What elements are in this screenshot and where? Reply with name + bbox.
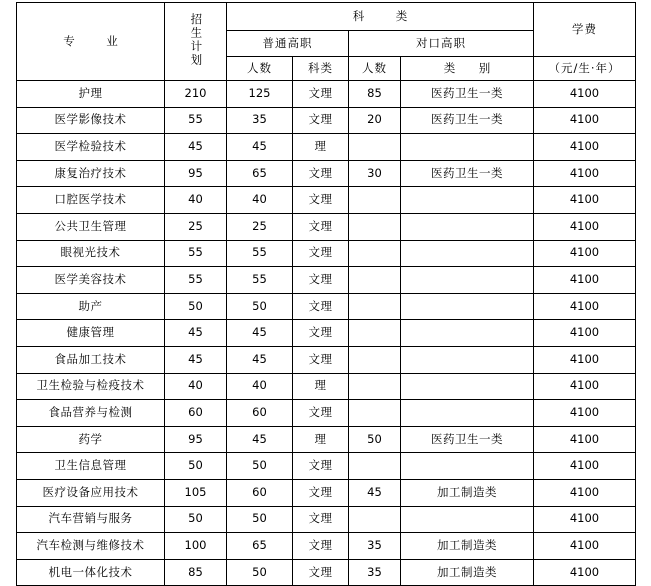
cell-counterpart-category (401, 213, 534, 240)
cell-tuition: 4100 (534, 533, 636, 560)
cell-major: 口腔医学技术 (17, 187, 165, 214)
cell-plan: 50 (165, 453, 227, 480)
cell-counterpart-number: 35 (349, 559, 401, 586)
cell-major: 公共卫生管理 (17, 213, 165, 240)
cell-tuition: 4100 (534, 107, 636, 134)
cell-tuition: 4100 (534, 160, 636, 187)
cell-plan: 55 (165, 267, 227, 294)
cell-major: 康复治疗技术 (17, 160, 165, 187)
cell-major: 卫生信息管理 (17, 453, 165, 480)
cell-plan: 85 (165, 559, 227, 586)
cell-major: 机电一体化技术 (17, 559, 165, 586)
table-row (17, 267, 636, 294)
cell-counterpart-number (349, 346, 401, 373)
table-row (17, 373, 636, 400)
cell-counterpart-category (401, 240, 534, 267)
cell-general-category: 文理 (293, 187, 349, 214)
cell-general-category: 文理 (293, 160, 349, 187)
cell-general-category: 文理 (293, 506, 349, 533)
cell-plan: 100 (165, 533, 227, 560)
header-number-counterpart: 人数 (349, 57, 401, 81)
cell-tuition: 4100 (534, 373, 636, 400)
header-counterpart-vocational: 对口高职 (349, 31, 534, 57)
cell-tuition: 4100 (534, 506, 636, 533)
cell-counterpart-number: 20 (349, 107, 401, 134)
cell-counterpart-category (401, 373, 534, 400)
cell-tuition: 4100 (534, 320, 636, 347)
cell-major: 汽车检测与维修技术 (17, 533, 165, 560)
cell-general-number: 55 (227, 267, 293, 294)
cell-counterpart-number (349, 213, 401, 240)
cell-counterpart-number (349, 320, 401, 347)
cell-general-number: 60 (227, 479, 293, 506)
cell-plan: 45 (165, 134, 227, 161)
cell-general-number: 50 (227, 453, 293, 480)
cell-general-number: 45 (227, 346, 293, 373)
cell-major: 食品加工技术 (17, 346, 165, 373)
cell-plan: 50 (165, 293, 227, 320)
table-row (17, 320, 636, 347)
cell-counterpart-number (349, 373, 401, 400)
cell-tuition: 4100 (534, 134, 636, 161)
header-tuition (534, 3, 636, 57)
admission-plan-table (16, 2, 636, 586)
cell-counterpart-number: 85 (349, 81, 401, 108)
cell-major: 医疗设备应用技术 (17, 479, 165, 506)
cell-tuition: 4100 (534, 187, 636, 214)
cell-tuition: 4100 (534, 400, 636, 427)
cell-counterpart-number (349, 267, 401, 294)
cell-major: 医学美容技术 (17, 267, 165, 294)
cell-tuition: 4100 (534, 213, 636, 240)
table-row (17, 479, 636, 506)
cell-counterpart-category (401, 187, 534, 214)
cell-plan: 105 (165, 479, 227, 506)
table-row (17, 293, 636, 320)
cell-general-category: 文理 (293, 213, 349, 240)
cell-general-number: 50 (227, 506, 293, 533)
table-row (17, 160, 636, 187)
cell-plan: 50 (165, 506, 227, 533)
cell-counterpart-number: 50 (349, 426, 401, 453)
cell-general-category: 文理 (293, 320, 349, 347)
table-row (17, 533, 636, 560)
table-body (17, 81, 636, 586)
cell-counterpart-category: 医药卫生一类 (401, 81, 534, 108)
cell-major: 医学检验技术 (17, 134, 165, 161)
cell-tuition: 4100 (534, 559, 636, 586)
cell-plan: 45 (165, 346, 227, 373)
cell-counterpart-category (401, 346, 534, 373)
header-tuition-unit: （元/生·年） (534, 57, 636, 81)
cell-general-number: 65 (227, 533, 293, 560)
cell-general-number: 50 (227, 293, 293, 320)
header-general-vocational: 普通高职 (227, 31, 349, 57)
cell-counterpart-category (401, 400, 534, 427)
cell-counterpart-category: 医药卫生一类 (401, 426, 534, 453)
cell-counterpart-category (401, 320, 534, 347)
cell-major: 眼视光技术 (17, 240, 165, 267)
cell-counterpart-category: 加工制造类 (401, 559, 534, 586)
table-row (17, 213, 636, 240)
cell-general-category: 理 (293, 134, 349, 161)
cell-general-category: 文理 (293, 559, 349, 586)
cell-counterpart-category: 医药卫生一类 (401, 107, 534, 134)
cell-counterpart-number (349, 240, 401, 267)
cell-counterpart-number (349, 453, 401, 480)
cell-general-number: 65 (227, 160, 293, 187)
cell-general-category: 文理 (293, 346, 349, 373)
cell-general-category: 文理 (293, 293, 349, 320)
table-row (17, 559, 636, 586)
cell-major: 护理 (17, 81, 165, 108)
table-row (17, 240, 636, 267)
cell-counterpart-category (401, 134, 534, 161)
header-row-1 (17, 3, 636, 31)
cell-general-number: 35 (227, 107, 293, 134)
cell-general-category: 理 (293, 373, 349, 400)
cell-plan: 95 (165, 426, 227, 453)
cell-plan: 210 (165, 81, 227, 108)
cell-plan: 45 (165, 320, 227, 347)
cell-general-category: 文理 (293, 400, 349, 427)
cell-general-category: 文理 (293, 453, 349, 480)
cell-counterpart-number (349, 134, 401, 161)
cell-plan: 40 (165, 373, 227, 400)
cell-plan: 95 (165, 160, 227, 187)
cell-general-category: 文理 (293, 107, 349, 134)
header-major: 专 业 (17, 3, 165, 81)
cell-tuition: 4100 (534, 293, 636, 320)
cell-tuition: 4100 (534, 479, 636, 506)
cell-major: 汽车营销与服务 (17, 506, 165, 533)
cell-counterpart-category (401, 506, 534, 533)
header-category-general: 科类 (293, 57, 349, 81)
table-row (17, 134, 636, 161)
cell-counterpart-category (401, 293, 534, 320)
cell-major: 助产 (17, 293, 165, 320)
header-plan (165, 3, 227, 81)
cell-general-number: 55 (227, 240, 293, 267)
cell-general-number: 40 (227, 187, 293, 214)
header-plan-text: 招生计划 (189, 12, 204, 67)
cell-counterpart-number (349, 293, 401, 320)
cell-tuition: 4100 (534, 426, 636, 453)
cell-plan: 25 (165, 213, 227, 240)
table-header (17, 3, 636, 81)
cell-counterpart-number (349, 187, 401, 214)
cell-general-category: 文理 (293, 479, 349, 506)
cell-general-category: 文理 (293, 533, 349, 560)
cell-counterpart-category: 加工制造类 (401, 479, 534, 506)
header-tuition-title: 学费 (572, 21, 597, 36)
cell-counterpart-number: 45 (349, 479, 401, 506)
cell-counterpart-number (349, 506, 401, 533)
table-row (17, 81, 636, 108)
table-row (17, 506, 636, 533)
table-row (17, 346, 636, 373)
cell-counterpart-number (349, 400, 401, 427)
cell-tuition: 4100 (534, 81, 636, 108)
table-row (17, 187, 636, 214)
cell-tuition: 4100 (534, 267, 636, 294)
document-page (0, 2, 651, 579)
cell-general-number: 125 (227, 81, 293, 108)
cell-counterpart-category: 医药卫生一类 (401, 160, 534, 187)
cell-general-number: 60 (227, 400, 293, 427)
cell-general-category: 文理 (293, 81, 349, 108)
cell-major: 医学影像技术 (17, 107, 165, 134)
header-number-general: 人数 (227, 57, 293, 81)
cell-counterpart-category (401, 453, 534, 480)
cell-major: 健康管理 (17, 320, 165, 347)
cell-major: 卫生检验与检疫技术 (17, 373, 165, 400)
cell-tuition: 4100 (534, 240, 636, 267)
cell-general-category: 理 (293, 426, 349, 453)
table-row (17, 426, 636, 453)
cell-general-number: 45 (227, 426, 293, 453)
cell-general-number: 45 (227, 134, 293, 161)
cell-counterpart-category: 加工制造类 (401, 533, 534, 560)
cell-counterpart-category (401, 267, 534, 294)
cell-general-number: 25 (227, 213, 293, 240)
cell-counterpart-number: 30 (349, 160, 401, 187)
cell-plan: 40 (165, 187, 227, 214)
table-row (17, 453, 636, 480)
cell-general-number: 40 (227, 373, 293, 400)
cell-tuition: 4100 (534, 453, 636, 480)
table-row (17, 107, 636, 134)
cell-general-category: 文理 (293, 267, 349, 294)
cell-tuition: 4100 (534, 346, 636, 373)
table-row (17, 400, 636, 427)
cell-general-number: 50 (227, 559, 293, 586)
cell-plan: 60 (165, 400, 227, 427)
cell-counterpart-number: 35 (349, 533, 401, 560)
header-category-group: 科 类 (227, 3, 534, 31)
header-category-counterpart: 类 别 (401, 57, 534, 81)
cell-major: 药学 (17, 426, 165, 453)
cell-general-number: 45 (227, 320, 293, 347)
cell-plan: 55 (165, 240, 227, 267)
cell-plan: 55 (165, 107, 227, 134)
cell-major: 食品营养与检测 (17, 400, 165, 427)
cell-general-category: 文理 (293, 240, 349, 267)
